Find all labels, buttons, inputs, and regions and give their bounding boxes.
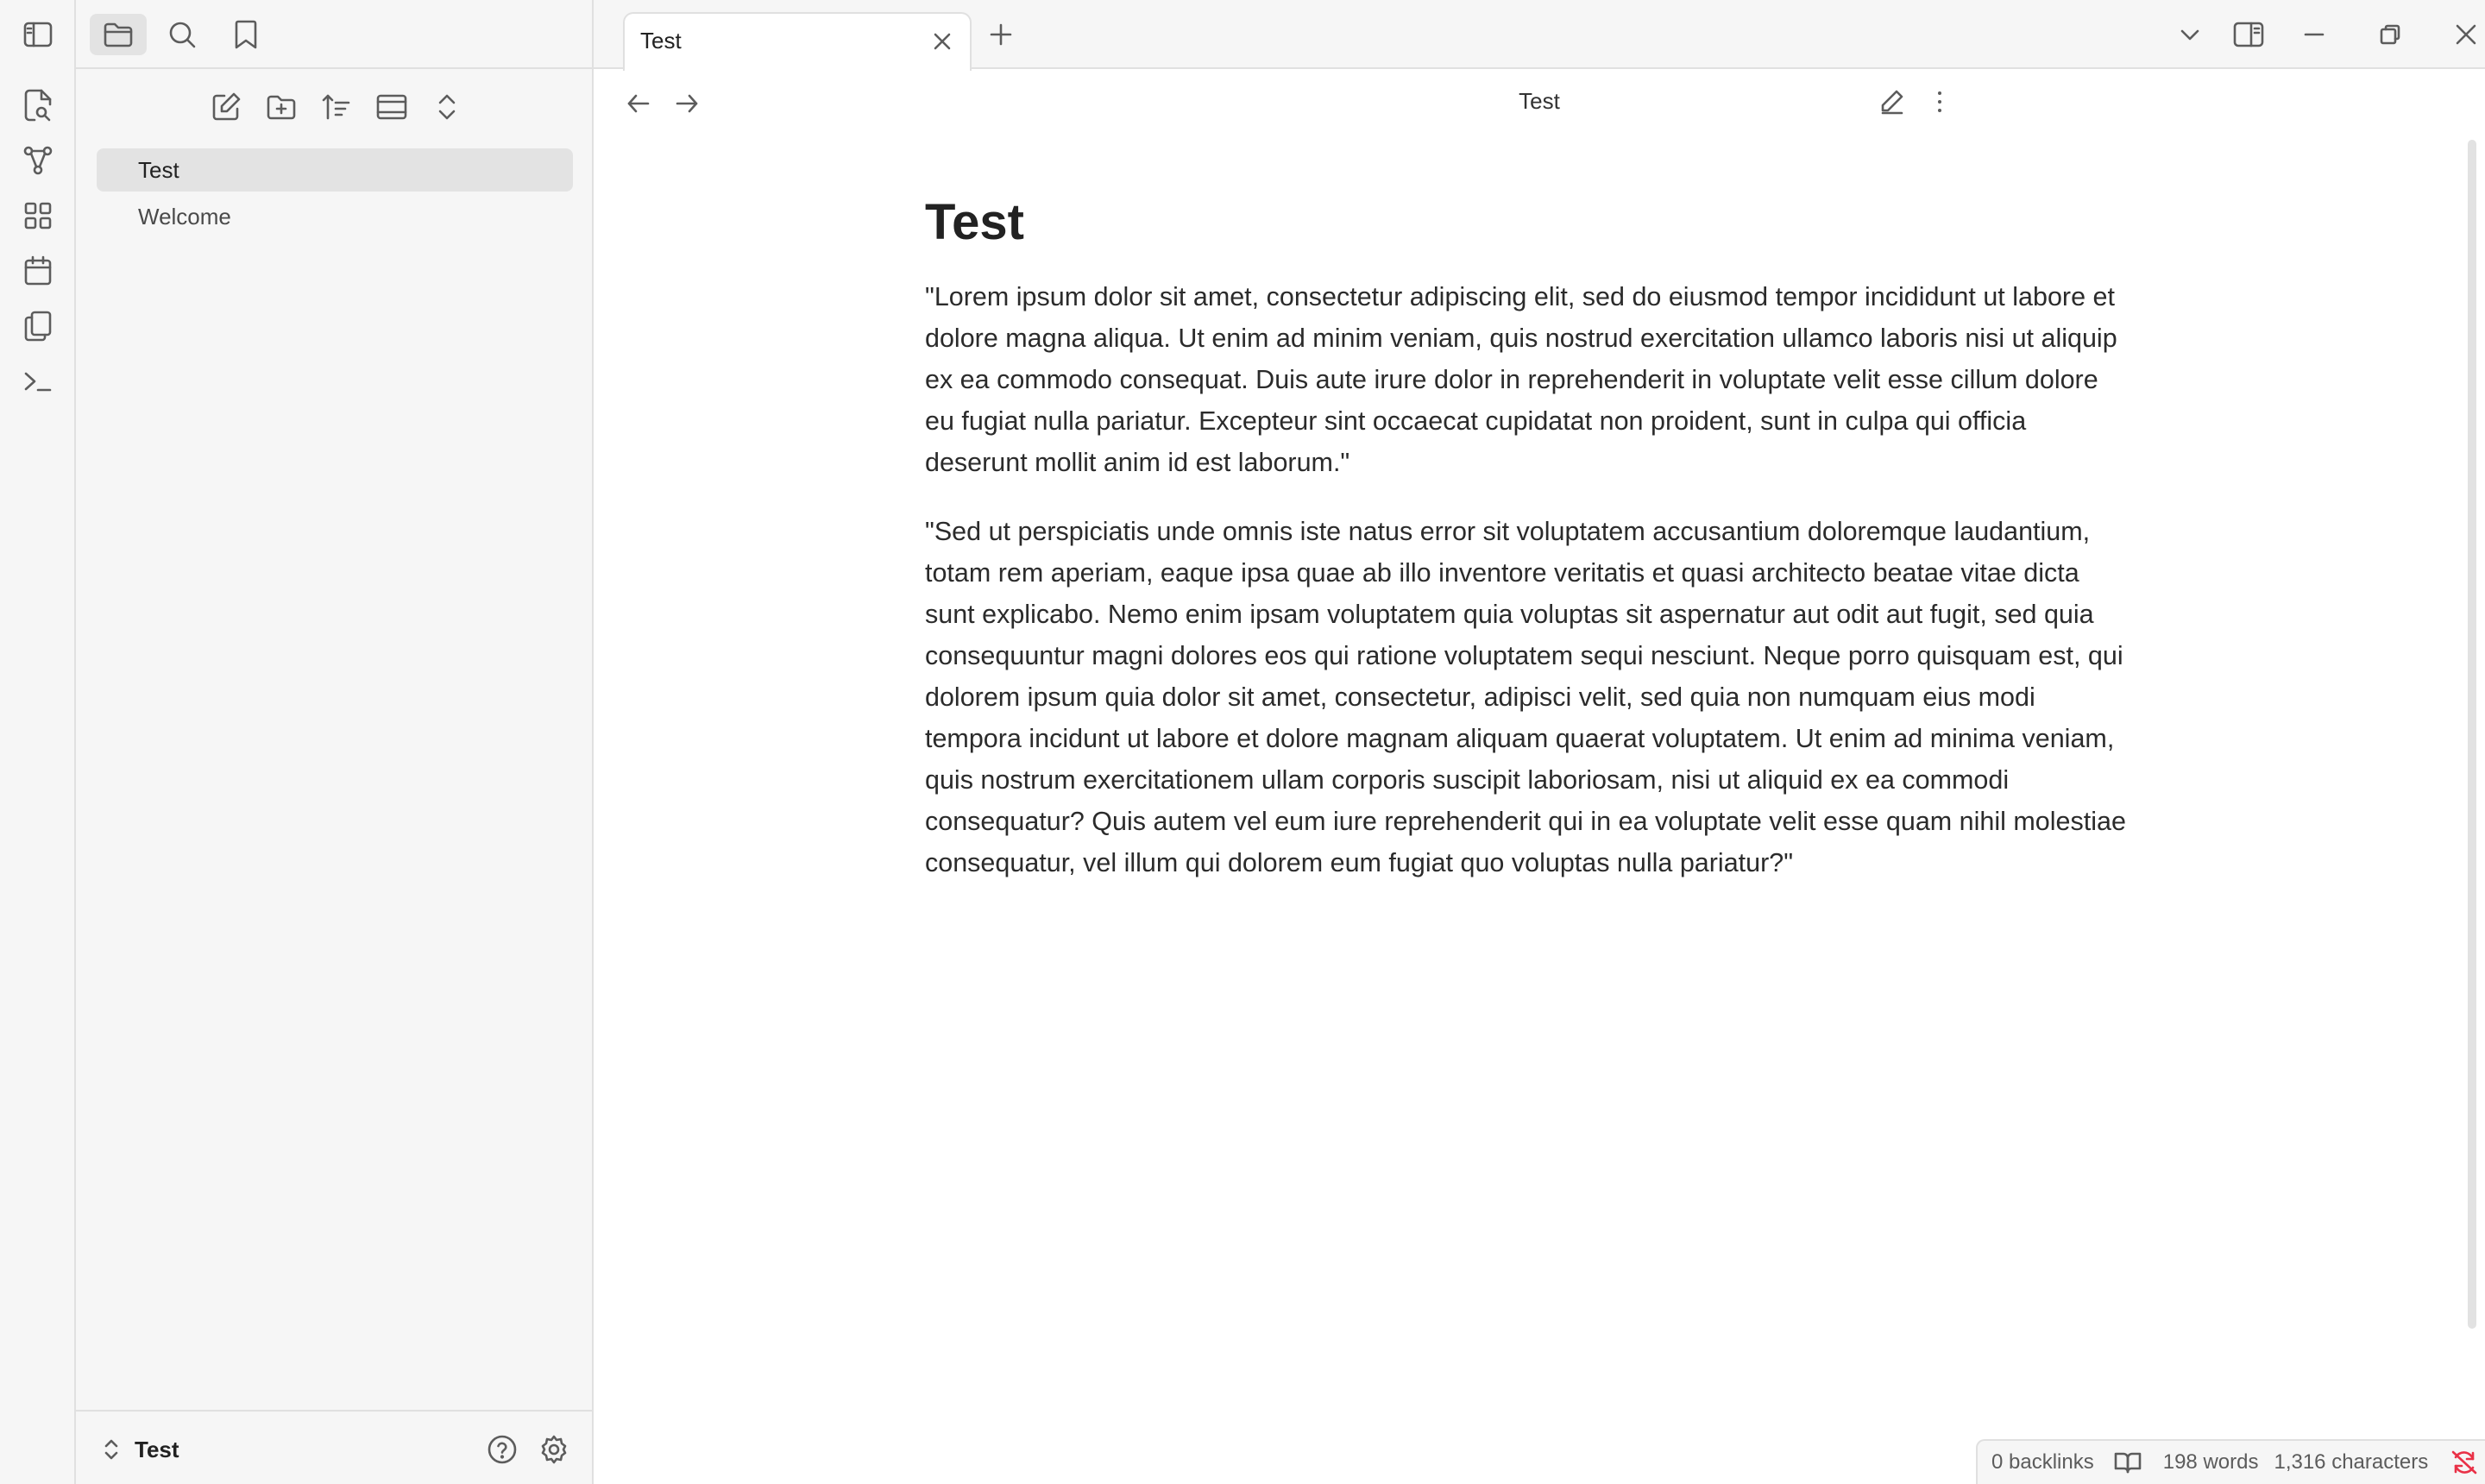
- reading-mode-book-icon[interactable]: [2113, 1450, 2142, 1475]
- word-count: 198 words: [2162, 1450, 2259, 1474]
- files-tab-folder-icon[interactable]: [90, 14, 147, 55]
- chevrons-up-down-icon: [102, 1437, 121, 1462]
- character-count: 1,316 characters: [2274, 1450, 2429, 1474]
- help-icon[interactable]: [481, 1429, 523, 1470]
- more-options-icon[interactable]: [1921, 83, 1959, 121]
- file-item-welcome[interactable]: [97, 195, 573, 238]
- tab-title: Test: [640, 28, 682, 53]
- note-heading: Test: [925, 194, 1024, 250]
- toggle-right-sidebar-icon[interactable]: [2228, 16, 2269, 53]
- note-paragraph: "Sed ut perspiciatis unde omnis iste natus error sit voluptatem accusantium doloremque laudantium, totam rem aperiam, eaque ipsa quae ab illo inventore veritatis et quasi architecto beatae vitae dicta sunt explicabo. Nemo enim ipsam voluptatem quia voluptas sit aspernatur aut odit aut fugit, sed quia consequuntur magni dolores eos qui ratione voluptatem sequi nesciunt. Neque porro quisquam est, qui dolorem ipsum quia dolor sit amet, consectetur, adipisci velit, sed quia non numquam eius modi tempora incidunt ut labore et dolore magnam aliquam quaerat voluptatem. Ut enim ad minima veniam, quis nostrum exercitationem ullam corporis suscipit laboriosam, nisi ut aliquid ex ea commodi consequatur? Quis autem vel eum iure reprehenderit qui in ea voluptate velit esse quam nihil molestiae consequatur, vel illum qui dolorem eum fugiat quo voluptas nulla pariatur?": [925, 517, 2126, 877]
- canvas-icon[interactable]: [17, 195, 59, 236]
- restore-window-icon[interactable]: [2369, 16, 2411, 53]
- tab-test[interactable]: [623, 12, 972, 71]
- collapse-all-icon[interactable]: [425, 85, 469, 129]
- bookmarks-tab-bookmark-icon[interactable]: [217, 14, 274, 55]
- note-paragraph: "Lorem ipsum dolor sit amet, consectetur adipiscing elit, sed do eiusmod tempor incididunt ut labore et dolore magna aliqua. Ut enim ad minim veniam, quis nostrud exercitation ullamco laboris nisi ut aliquip ex ea commodo consequat. Duis aute irure dolor in reprehenderit in voluptate velit esse cillum dolore eu fugiat nulla pariatur. Excepteur sint occaecat cupidatat non proident, sunt in culpa qui officia deserunt mollit anim id est laborum.": [925, 282, 2117, 477]
- search-tab-search-icon[interactable]: [154, 14, 211, 55]
- content-scrollbar[interactable]: [2468, 140, 2476, 1329]
- new-note-icon[interactable]: [204, 85, 248, 129]
- backlinks-count[interactable]: 0 backlinks: [1991, 1450, 2094, 1474]
- view-header-title[interactable]: Test: [1519, 88, 1560, 114]
- file-tree: [97, 148, 573, 242]
- vault-name: Test: [135, 1436, 179, 1462]
- sync-error-icon[interactable]: [2450, 1449, 2478, 1475]
- minimize-icon[interactable]: [2293, 16, 2335, 53]
- new-tab-plus-icon[interactable]: [984, 17, 1018, 52]
- close-window-icon[interactable]: [2445, 16, 2485, 53]
- new-folder-icon[interactable]: [259, 85, 304, 129]
- view-header: [594, 71, 2485, 133]
- vault-profile-bar: [76, 1410, 592, 1484]
- edit-mode-pencil-icon[interactable]: [1872, 83, 1910, 121]
- file-item-label: Test: [138, 157, 179, 183]
- file-item-test[interactable]: [97, 148, 573, 192]
- toggle-left-sidebar-icon[interactable]: [17, 17, 59, 52]
- settings-gear-icon[interactable]: [533, 1429, 575, 1470]
- sidebar-tab-header: [76, 0, 592, 69]
- sort-icon[interactable]: [314, 85, 359, 129]
- auto-reveal-icon[interactable]: [369, 85, 414, 129]
- templates-icon[interactable]: [17, 305, 59, 347]
- vault-switcher[interactable]: [102, 1431, 179, 1468]
- file-item-label: Welcome: [138, 204, 231, 230]
- tab-bar: [594, 0, 2485, 69]
- command-palette-icon[interactable]: [17, 361, 59, 402]
- left-sidebar: [76, 0, 594, 1484]
- ribbon: [0, 0, 76, 1484]
- open-quick-switcher-icon[interactable]: [17, 85, 59, 126]
- tab-list-chevron-down-icon[interactable]: [2169, 16, 2211, 53]
- status-bar: [1976, 1439, 2485, 1484]
- graph-view-icon[interactable]: [17, 140, 59, 181]
- file-explorer-toolbar: [76, 85, 592, 129]
- daily-note-icon[interactable]: [17, 250, 59, 292]
- note-content[interactable]: [925, 192, 2133, 911]
- close-tab-icon[interactable]: [927, 26, 958, 57]
